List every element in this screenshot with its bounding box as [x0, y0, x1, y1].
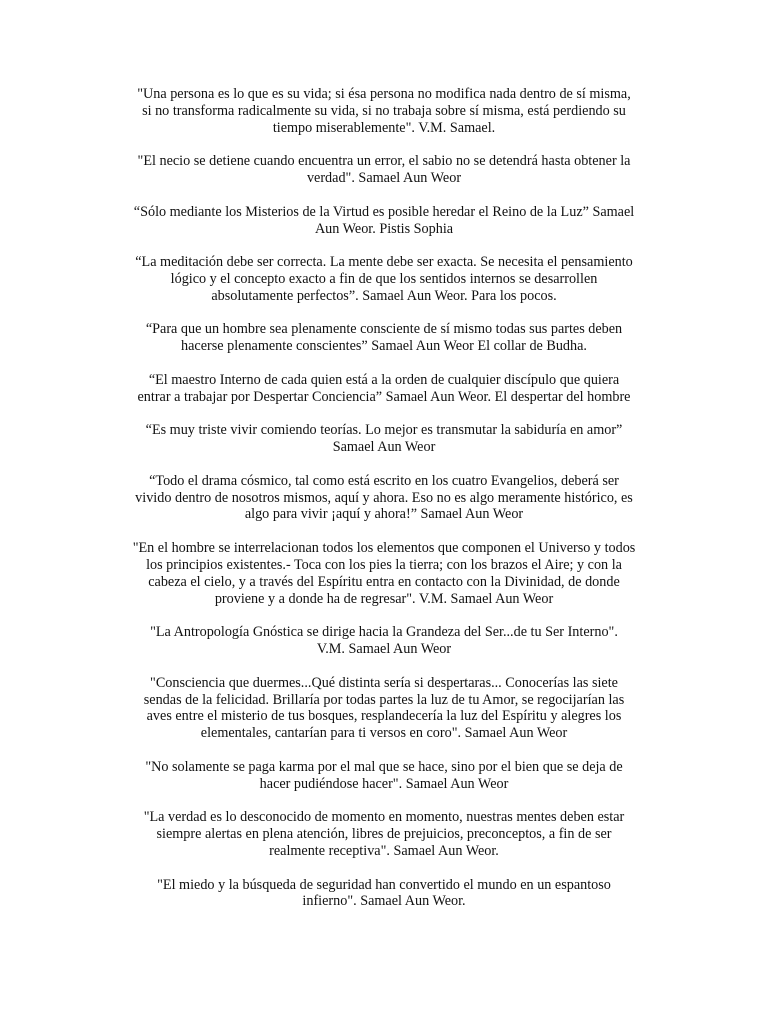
quote-line: “La meditación debe ser correcta. La mente debe ser exacta. Se necesita el pensamiento: [135, 254, 633, 271]
quote-paragraph: [104, 321, 664, 355]
quote-line: “El maestro Interno de cada quien está a la orden de cualquier discípulo que quiera: [148, 371, 620, 388]
quote-paragraph: [104, 624, 664, 658]
quote-line: aves entre el misterio de tus bosques, resplandecería la luz del Espíritu y alegres los: [146, 708, 622, 725]
quote-line: verdad". Samael Aun Weor: [306, 170, 462, 187]
quote-line: Aun Weor. Pistis Sophia: [314, 220, 454, 237]
quote-line: V.M. Samael Aun Weor: [316, 641, 452, 658]
quote-paragraph: [104, 540, 664, 608]
quote-paragraph: [104, 473, 664, 524]
quote-line: "El necio se detiene cuando encuentra un error, el sabio no se detendrá hasta obtener la: [137, 153, 631, 170]
document-page: [104, 86, 664, 927]
quote-line: absolutamente perfectos”. Samael Aun Weor. Para los pocos.: [211, 287, 557, 304]
quote-paragraph: [104, 809, 664, 860]
quote-line: “Todo el drama cósmico, tal como está escrito en los cuatro Evangelios, deberá ser: [149, 472, 619, 489]
quote-paragraph: [104, 204, 664, 238]
quote-line: "La verdad es lo desconocido de momento en momento, nuestras mentes deben estar: [143, 809, 625, 826]
quote-line: los principios existentes.- Toca con los pies la tierra; con los brazos el Aire; y con la: [146, 556, 622, 573]
quote-line: sendas de la felicidad. Brillaría por todas partes la luz de tu Amor, se regocijarían las: [143, 691, 625, 708]
quote-paragraph: [104, 675, 664, 743]
quote-line: "La Antropología Gnóstica se dirige hacia la Grandeza del Ser...de tu Ser Interno".: [150, 624, 618, 641]
quote-paragraph: [104, 254, 664, 305]
quote-line: tiempo miserablemente". V.M. Samael.: [272, 119, 496, 136]
quote-line: lógico y el concepto exacto a fin de que los sentidos internos se desarrollen: [170, 271, 598, 288]
quote-line: siempre alertas en plena atención, libres de prejuicios, preconceptos, a fin de ser: [156, 826, 612, 843]
quote-line: "El miedo y la búsqueda de seguridad han convertido el mundo en un espantoso: [157, 876, 611, 893]
quote-line: hacer pudiéndose hacer". Samael Aun Weor: [259, 775, 509, 792]
quote-line: elementales, cantarían para ti versos en coro". Samael Aun Weor: [200, 725, 568, 742]
quote-paragraph: [104, 86, 664, 137]
quote-line: cabeza el cielo, y a través del Espíritu entra en contacto con la Divinidad, de donde: [148, 573, 620, 590]
quote-line: si no transforma radicalmente su vida, si no trabaja sobre sí misma, está perdiendo su: [142, 102, 626, 119]
quote-line: "Consciencia que duermes...Qué distinta sería si despertaras... Conocerías las siete: [150, 674, 618, 691]
quote-line: hacerse plenamente conscientes” Samael Aun Weor El collar de Budha.: [181, 338, 587, 355]
quote-line: "Una persona es lo que es su vida; si ésa persona no modifica nada dentro de sí misma,: [137, 86, 631, 102]
quote-line: infierno". Samael Aun Weor.: [302, 893, 466, 910]
quote-paragraph: [104, 877, 664, 911]
quote-paragraph: [104, 759, 664, 793]
quote-line: entrar a trabajar por Despertar Conciencia” Samael Aun Weor. El despertar del hombre: [137, 388, 631, 405]
quote-line: "En el hombre se interrelacionan todos los elementos que componen el Universo y todos: [132, 539, 636, 556]
quote-line: “Es muy triste vivir comiendo teorías. Lo mejor es transmutar la sabiduría en amor”: [145, 422, 623, 439]
quote-paragraph: [104, 372, 664, 406]
quote-line: realmente receptiva". Samael Aun Weor.: [269, 843, 499, 860]
quote-paragraph: [104, 153, 664, 187]
quote-line: Samael Aun Weor: [332, 439, 436, 456]
quote-line: “Sólo mediante los Misterios de la Virtud es posible heredar el Reino de la Luz” Samael: [133, 203, 635, 220]
quote-line: “Para que un hombre sea plenamente consciente de sí mismo todas sus partes deben: [145, 321, 623, 338]
quote-line: vivido dentro de nosotros mismos, aquí y ahora. Eso no es algo meramente histórico, es: [135, 489, 633, 506]
quote-paragraph: [104, 422, 664, 456]
quote-line: "No solamente se paga karma por el mal que se hace, sino por el bien que se deja de: [145, 758, 623, 775]
quote-line: algo para vivir ¡aquí y ahora!” Samael Aun Weor: [244, 506, 524, 523]
quote-line: proviene y a donde ha de regresar". V.M. Samael Aun Weor: [214, 590, 554, 607]
